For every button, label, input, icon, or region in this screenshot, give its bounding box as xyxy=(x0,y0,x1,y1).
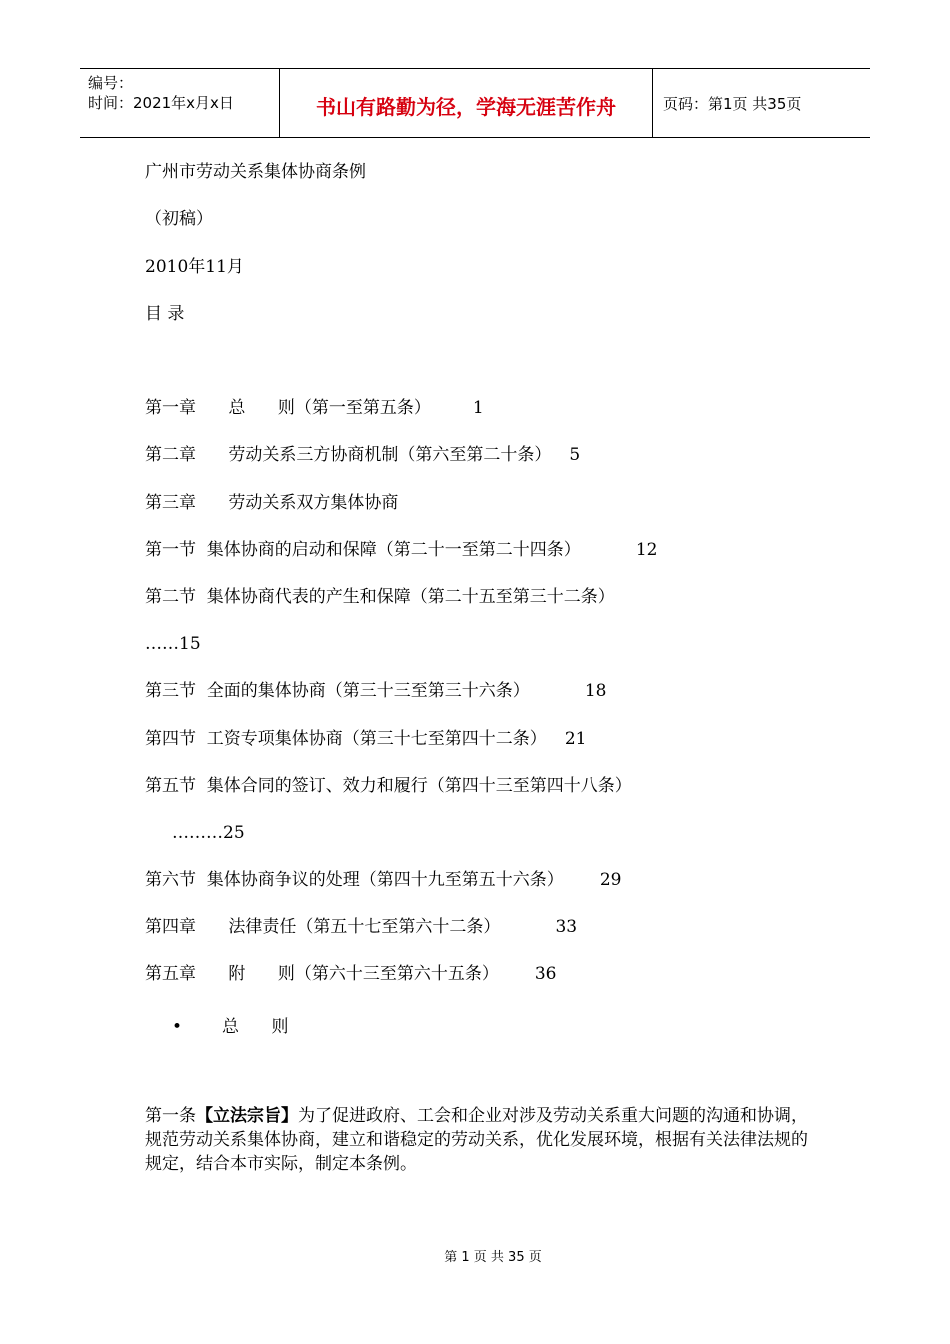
toc-entry-label: 第四章 法律责任（第五十七至第六十二条） xyxy=(145,917,501,937)
page-footer: 第 1 页 共 35 页 xyxy=(444,1250,542,1265)
toc-entry xyxy=(145,632,201,656)
toc-entry xyxy=(145,821,245,845)
article-body: 为了促进政府、工会和企业对涉及劳动关系重大问题的沟通和协调，规范劳动关系集体协商，建立和谐稳定的劳动关系，优化发展环境，根据有关法律法规的规定，结合本市实际，制定本条例。 xyxy=(145,1106,808,1174)
doc-title: 广州市劳动关系集体协商条例 xyxy=(145,162,366,182)
bullet-icon: • xyxy=(172,1017,183,1037)
toc-entry-label: 第五章 附 则（第六十三至第六十五条） xyxy=(145,964,499,984)
toc-entry-page: 18 xyxy=(584,681,607,701)
toc-entry xyxy=(145,396,484,420)
toc-entry xyxy=(145,962,557,986)
toc-heading: 目 录 xyxy=(145,304,185,324)
number-label: 编号： xyxy=(88,74,134,92)
toc-entry xyxy=(145,868,621,892)
toc-entry xyxy=(145,585,615,609)
time-label: 时间：2021年x月x日 xyxy=(88,94,234,112)
toc-entry-label: ………25 xyxy=(145,823,245,843)
toc-entry-label: 第一节 集体协商的启动和保障（第二十一至第二十四条） xyxy=(145,540,581,560)
toc-entry-label: 第四节 工资专项集体协商（第三十七至第四十二条） xyxy=(145,729,547,749)
header-page-info: 页码：第1页 共35页 xyxy=(663,94,802,113)
page-header xyxy=(80,68,870,138)
toc-entry-label: ……15 xyxy=(145,634,201,654)
section-heading-text: 总 则 xyxy=(222,1017,289,1037)
toc-entry-label: 第五节 集体合同的签订、效力和履行（第四十三至第四十八条） xyxy=(145,776,632,796)
toc-entry-page: 33 xyxy=(555,917,578,937)
doc-date: 2010年11月 xyxy=(145,257,244,277)
toc-entry-page: 36 xyxy=(534,964,557,984)
doc-subtitle: （初稿） xyxy=(145,209,213,229)
toc-entry-label: 第六节 集体协商争议的处理（第四十九至第五十六条） xyxy=(145,870,564,890)
toc-entry-page: 1 xyxy=(472,398,484,418)
toc-entry-label: 第二章 劳动关系三方协商机制（第六至第二十条） xyxy=(145,445,552,465)
toc-entry xyxy=(145,443,580,467)
section-heading xyxy=(172,1012,288,1037)
header-meta xyxy=(80,69,280,137)
article-1 xyxy=(145,1104,815,1176)
toc-entry-label: 第三章 劳动关系双方集体协商 xyxy=(145,493,399,513)
toc-entry xyxy=(145,491,398,515)
article-number: 第一条 xyxy=(145,1106,196,1126)
toc-entry xyxy=(145,727,586,751)
article-title: 【立法宗旨】 xyxy=(196,1106,298,1126)
toc-entry-label: 第一章 总 则（第一至第五条） xyxy=(145,398,431,418)
toc-entry xyxy=(145,538,657,562)
toc-entry-label: 第二节 集体协商代表的产生和保障（第二十五至第三十二条） xyxy=(145,587,615,607)
toc-entry-page: 21 xyxy=(564,729,587,749)
toc-entry xyxy=(145,774,632,798)
toc-entry xyxy=(145,679,606,703)
toc-entry xyxy=(145,915,577,939)
header-motto: 书山有路勤为径，学海无涯苦作舟 xyxy=(280,69,653,137)
toc-entry-label: 第三节 全面的集体协商（第三十三至第三十六条） xyxy=(145,681,530,701)
toc-entry-page: 5 xyxy=(569,445,581,465)
toc-entry-page: 12 xyxy=(635,540,658,560)
toc-entry-page: 29 xyxy=(599,870,622,890)
